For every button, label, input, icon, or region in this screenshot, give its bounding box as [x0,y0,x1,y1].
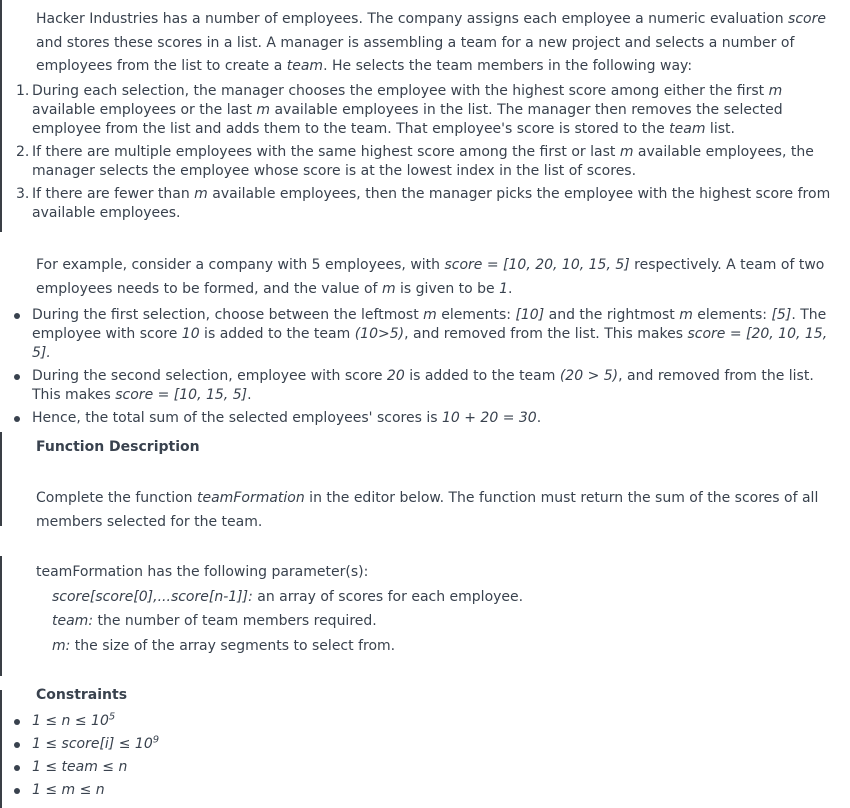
step-value: score = [20, 10, 15, 5]. [32,326,828,361]
rule-number: 1. [16,83,30,99]
step-text: . The employee with score [32,307,827,342]
function-description-heading: Function Description [36,439,200,455]
rule-item [16,143,844,181]
step-text: . [536,410,542,426]
bullet-icon [14,742,20,748]
m-term: m [619,144,634,160]
constraint-exponent: 5 [108,711,116,723]
parameter-m [52,636,395,656]
step-text: is added to the team [404,368,560,384]
rule-text: During each selection, the manager chooses the employee with the highest score among either the first [32,83,769,99]
step-text: Hence, the total sum of the selected employees' scores is [32,410,442,426]
step-text: During the first selection, choose between the leftmost [32,307,424,323]
rule-text: available employees or the last [32,102,257,118]
step-text: , and removed from the list. This makes [404,326,688,342]
step-text: During the second selection, employee with score [32,368,387,384]
parameter-score [52,587,523,607]
score-term: score [788,11,826,27]
rule-item [16,82,844,139]
rule-text: If there are fewer than [32,186,195,202]
m-term: m [381,280,396,297]
parameter-desc: the size of the array segments to select from. [70,638,396,654]
constraints-list [0,710,159,802]
example-text: respectively. A team of two employees needs to be formed, and the value of [36,257,825,297]
step-value: (10>5) [354,326,405,342]
rule-item [16,185,844,223]
constraint-text: 1 ≤ m ≤ n [32,782,105,798]
step-text: is added to the team [199,326,355,342]
intro-text: Hacker Industries has a number of employees. The company assigns each employee a numeric evaluation [36,11,789,27]
example-text: . [508,280,513,297]
parameter-name: team: [52,613,94,629]
constraint-text: 1 ≤ n ≤ 10 [32,713,109,729]
rule-text: available employees, then the manager picks the employee with the highest score from available employees. [32,186,831,221]
step-value: [10] [515,307,545,323]
example-text: For example, consider a company with 5 employees, with [36,257,445,273]
step-text: elements: [436,307,516,323]
m-value: 1 [499,280,509,297]
rule-number: 2. [16,144,30,160]
constraint-item [32,779,159,802]
step-text: elements: [692,307,772,323]
function-name: teamFormation [197,490,305,506]
parameter-desc: the number of team members required. [93,613,377,629]
example-step [32,409,844,428]
function-description-paragraph [36,487,846,534]
bullet-icon [14,416,20,422]
step-text: . [247,387,252,403]
m-term: m [423,307,437,323]
m-term: m [768,83,783,99]
intro-text: . He selects the team members in the following way: [323,58,693,74]
constraint-text: 1 ≤ team ≤ n [32,759,128,775]
team-term: team [286,58,324,74]
step-value: score = [10, 15, 5] [115,387,248,403]
step-text: and the rightmost [544,307,680,323]
constraint-item [32,756,159,779]
example-text: is given to be [395,280,500,297]
parameter-desc: an array of scores for each employee. [252,589,524,605]
step-value: 10 [181,326,200,342]
parameter-team [52,611,377,631]
rule-number: 3. [16,186,30,202]
bullet-icon [14,788,20,794]
constraint-item [32,733,159,756]
left-border-rule [0,556,2,676]
constraint-text: 1 ≤ score[i] ≤ 10 [32,736,153,752]
bullet-icon [14,719,20,725]
description-text: in the editor below. The function must return the sum of the scores of all members selected for the team. [36,490,819,530]
intro-text: and stores these scores in a list. A manager is assembling a team for a new project and selects a number of employees from the list to create a [36,34,795,74]
team-term: team [669,121,706,137]
bullet-icon [14,765,20,771]
rule-text: available employees, the manager selects the employee whose score is at the lowest index in the list of scores. [32,144,814,179]
selection-rules-list [0,82,844,227]
constraint-item [32,710,159,733]
parameters-heading: teamFormation has the following parameter(s): [36,564,369,580]
intro-paragraph [36,8,846,79]
step-value: 20 [386,368,405,384]
step-value: 10 + 20 = 30 [441,410,537,426]
m-term: m [194,186,208,202]
constraint-exponent: 9 [152,734,160,746]
example-steps-list [0,306,844,432]
example-step [32,306,844,363]
constraints-heading: Constraints [36,687,128,703]
example-step [32,367,844,405]
parameter-name: score[score[0],...score[n-1]]: [52,589,253,605]
rule-text: If there are multiple employees with the same highest score among the first or last [32,144,620,160]
example-formula: score = [10, 20, 10, 15, 5] [444,257,630,273]
rule-text: list. [705,121,735,137]
step-value: [5] [771,307,792,323]
m-term: m [256,102,271,118]
step-value: (20 > 5) [559,368,619,384]
bullet-icon [14,374,20,380]
parameter-name: m: [52,638,71,654]
left-border-rule [0,432,2,526]
description-text: Complete the function [36,490,197,506]
m-term: m [679,307,693,323]
bullet-icon [14,313,20,319]
step-text: , and removed from the list. This makes [32,368,814,403]
rule-text: available employees in the list. The manager then removes the selected employee from the list and adds them to the team. That employee's score is stored to the [32,102,783,137]
example-paragraph [36,254,846,301]
